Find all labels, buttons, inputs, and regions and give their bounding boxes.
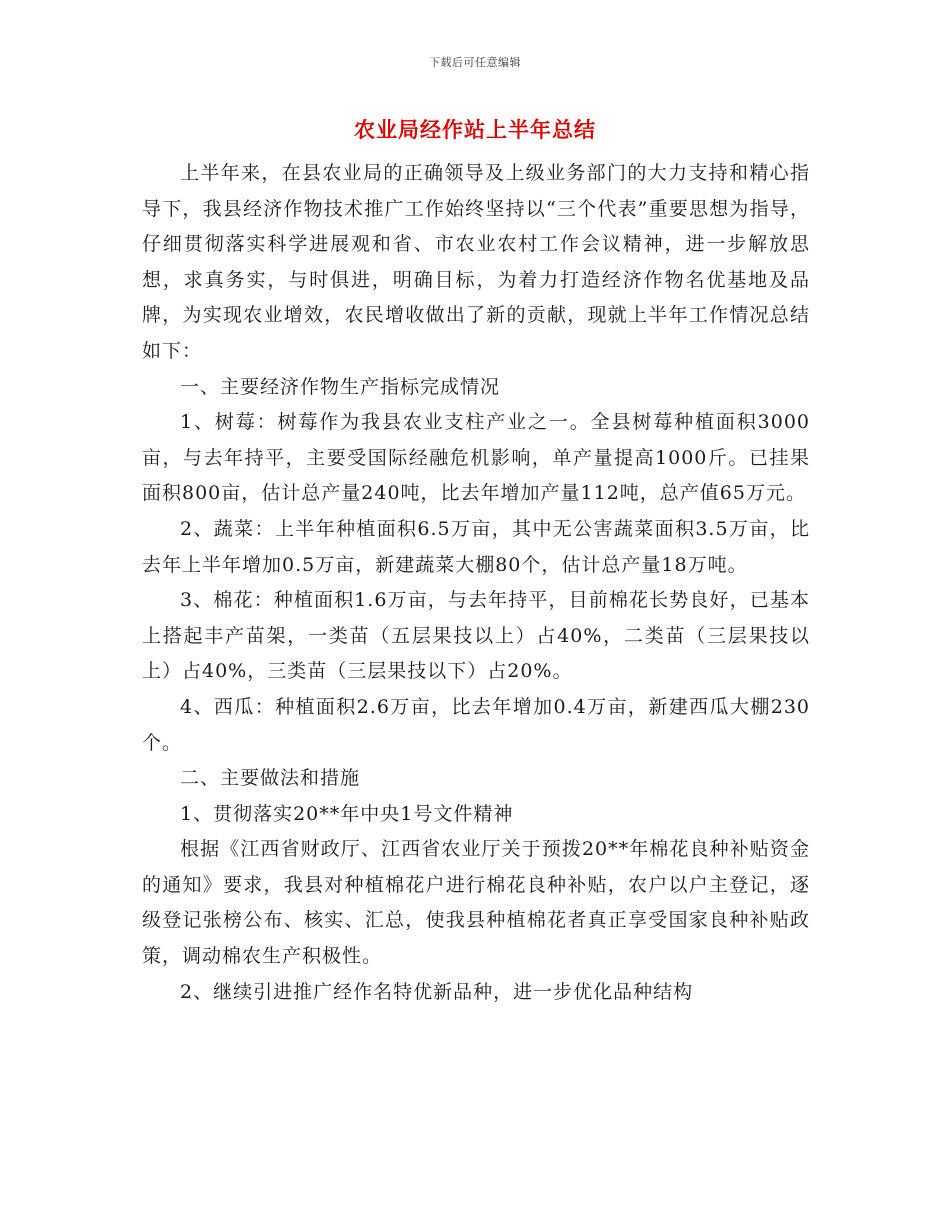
paragraph-raspberry: 1、树莓：树莓作为我县农业支柱产业之一。全县树莓种植面积3000亩，与去年持平，主要受国际经融危机影响，单产量提高1000斤。已挂果面积800亩，估计总产量240吨，比去年增加产量112吨，总产值65万元。 xyxy=(142,411,810,505)
section-heading-1: 一、主要经济作物生产指标完成情况 xyxy=(180,375,501,398)
subheading-2: 2、继续引进推广经作名特优新品种，进一步优化品种结构 xyxy=(180,980,694,1003)
document-body xyxy=(142,156,810,1010)
document-title: 农业局经作站上半年总结 xyxy=(354,117,596,142)
paragraph-watermelon: 4、西瓜：种植面积2.6万亩，比去年增加0.4万亩，新建西瓜大棚230个。 xyxy=(142,695,810,754)
paragraph-cotton: 3、棉花：种植面积1.6万亩，与去年持平，目前棉花长势良好，已基本上搭起丰产苗架，一类苗（五层果技以上）占40%，二类苗（三层果技以上）占40%，三类苗（三层果技以下）占20%。 xyxy=(142,589,810,683)
paragraph-intro: 上半年来，在县农业局的正确领导及上级业务部门的大力支持和精心指导下，我县经济作物技术推广工作始终坚持以“三个代表”重要思想为指导，仔细贯彻落实科学进展观和省、市农业农村工作会议精神，进一步解放思想，求真务实，与时俱进，明确目标，为着力打造经济作物名优基地及品牌，为实现农业增效，农民增收做出了新的贡献，现就上半年工作情况总结如下： xyxy=(142,162,810,362)
paragraph-vegetables: 2、蔬菜：上半年种植面积6.5万亩，其中无公害蔬菜面积3.5万亩，比去年上半年增加0.5万亩，新建蔬菜大棚80个，估计总产量18万吨。 xyxy=(142,517,810,576)
paragraph-subsidy: 根据《江西省财政厅、江西省农业厅关于预拨20**年棉花良种补贴资金的通知》要求，我县对种植棉花户进行棉花良种补贴，农户以户主登记，逐级登记张榜公布、核实、汇总，使我县种植棉花者真正享受国家良种补贴政策，调动棉农生产积极性。 xyxy=(142,838,810,968)
subheading-1: 1、贯彻落实20**年中央1号文件精神 xyxy=(180,802,514,825)
header-note: 下载后可任意编辑 xyxy=(429,56,521,69)
section-heading-2: 二、主要做法和措施 xyxy=(180,767,361,790)
